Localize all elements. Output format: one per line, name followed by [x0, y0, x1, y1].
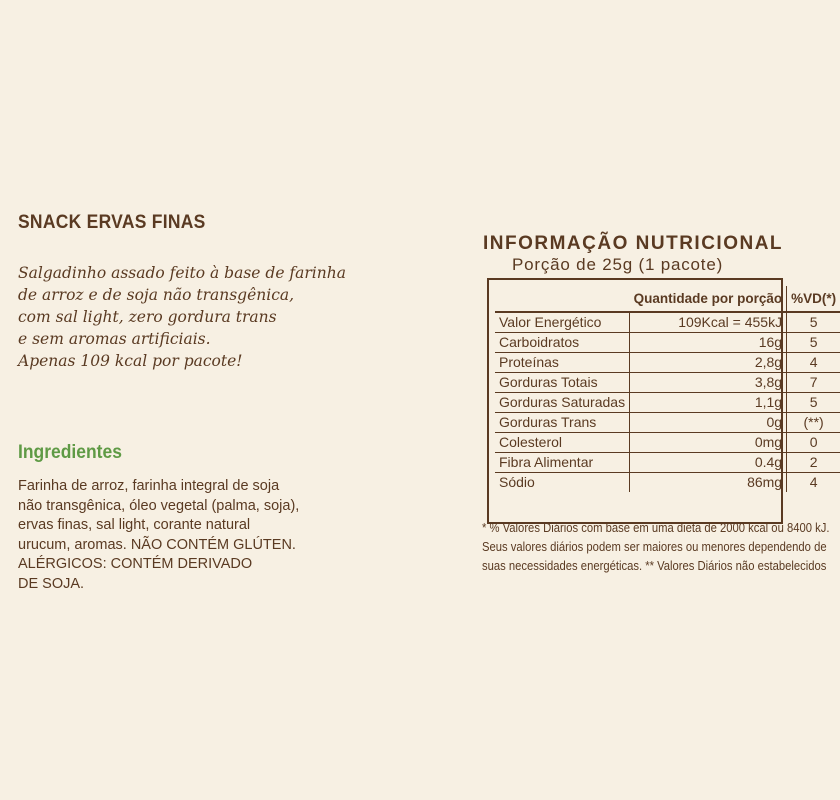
nutrient-name: Valor Energético — [495, 312, 630, 332]
nutrient-name: Carboidratos — [495, 332, 630, 352]
nutrient-quantity: 86mg — [630, 472, 787, 492]
nutrient-quantity: 0mg — [630, 432, 787, 452]
nutrient-quantity: 2,8g — [630, 352, 787, 372]
nutrition-portion: Porção de 25g (1 pacote) — [512, 255, 724, 274]
footnote-line: Seus valores diários podem ser maiores ou menores dependendo de — [482, 540, 827, 554]
nutrition-row — [495, 452, 840, 472]
nutrient-quantity: 1,1g — [630, 392, 787, 412]
nutrition-table-box — [487, 278, 837, 524]
ingredients-line: urucum, aromas. NÃO CONTÉM GLÚTEN. — [18, 536, 296, 553]
nutrient-name: Gorduras Trans — [495, 412, 630, 432]
nutrient-vd: 4 — [787, 352, 840, 372]
ingredients-line: ALÉRGICOS: CONTÉM DERIVADO — [18, 556, 253, 572]
nutrient-quantity: 3,8g — [630, 372, 787, 392]
tagline-line: com sal light, zero gordura trans — [18, 308, 277, 326]
tagline-line: Apenas 109 kcal por pacote! — [18, 352, 243, 370]
nutrient-vd: 2 — [787, 452, 840, 472]
tagline-line: e sem aromas artificiais. — [18, 330, 211, 348]
nutrition-footnote — [482, 519, 830, 576]
nutrient-quantity: 0.4g — [630, 452, 787, 472]
ingredients-line: não transgênica, óleo vegetal (palma, soja), — [18, 497, 300, 514]
nutrition-title: INFORMAÇÃO NUTRICIONAL — [483, 233, 784, 254]
nutrition-row — [495, 472, 840, 492]
nutrient-quantity: 16g — [630, 332, 787, 352]
nutrition-row — [495, 372, 840, 392]
footnote-line: suas necessidades energéticas. ** Valores Diários não estabelecidos — [482, 559, 827, 573]
nutrient-vd: 5 — [787, 332, 840, 352]
ingredients-line: Farinha de arroz, farinha integral de soja — [18, 478, 280, 494]
nutrient-vd: (**) — [787, 412, 840, 432]
nutrition-row — [495, 392, 840, 412]
tagline-line: Salgadinho assado feito à base de farinha — [18, 264, 346, 282]
nutrient-name: Colesterol — [495, 432, 630, 452]
nutrient-vd: 5 — [787, 312, 840, 332]
product-tagline — [18, 262, 348, 372]
nutrient-name: Fibra Alimentar — [495, 452, 630, 472]
nutrient-vd: 5 — [787, 392, 840, 412]
nutrient-name: Proteínas — [495, 352, 630, 372]
nutrition-header-row — [495, 286, 840, 312]
nutrition-row — [495, 412, 840, 432]
header-vd: %VD(*) — [787, 286, 840, 312]
header-quantity: Quantidade por porção — [630, 286, 787, 312]
header-blank — [495, 286, 630, 312]
ingredients-line: ervas finas, sal light, corante natural — [18, 517, 251, 533]
nutrient-name: Sódio — [495, 472, 630, 492]
ingredients-heading: Ingredientes — [18, 442, 122, 463]
nutrition-table — [495, 286, 840, 492]
nutrition-row — [495, 312, 840, 332]
nutrient-quantity: 0g — [630, 412, 787, 432]
nutrition-row — [495, 352, 840, 372]
ingredients-text — [18, 477, 338, 594]
nutrient-name: Gorduras Saturadas — [495, 392, 630, 412]
nutrient-vd: 4 — [787, 472, 840, 492]
nutrition-row — [495, 332, 840, 352]
tagline-line: de arroz e de soja não transgênica, — [18, 286, 295, 304]
nutrient-name: Gorduras Totais — [495, 372, 630, 392]
nutrient-vd: 0 — [787, 432, 840, 452]
nutrient-quantity: 109Kcal = 455kJ — [630, 312, 787, 332]
product-title: SNACK ERVAS FINAS — [18, 212, 206, 233]
nutrition-row — [495, 432, 840, 452]
nutrient-vd: 7 — [787, 372, 840, 392]
footnote-line: * % Valores Diários com base em uma dieta de 2000 kcal ou 8400 kJ. — [482, 521, 830, 535]
ingredients-line: DE SOJA. — [18, 575, 85, 592]
